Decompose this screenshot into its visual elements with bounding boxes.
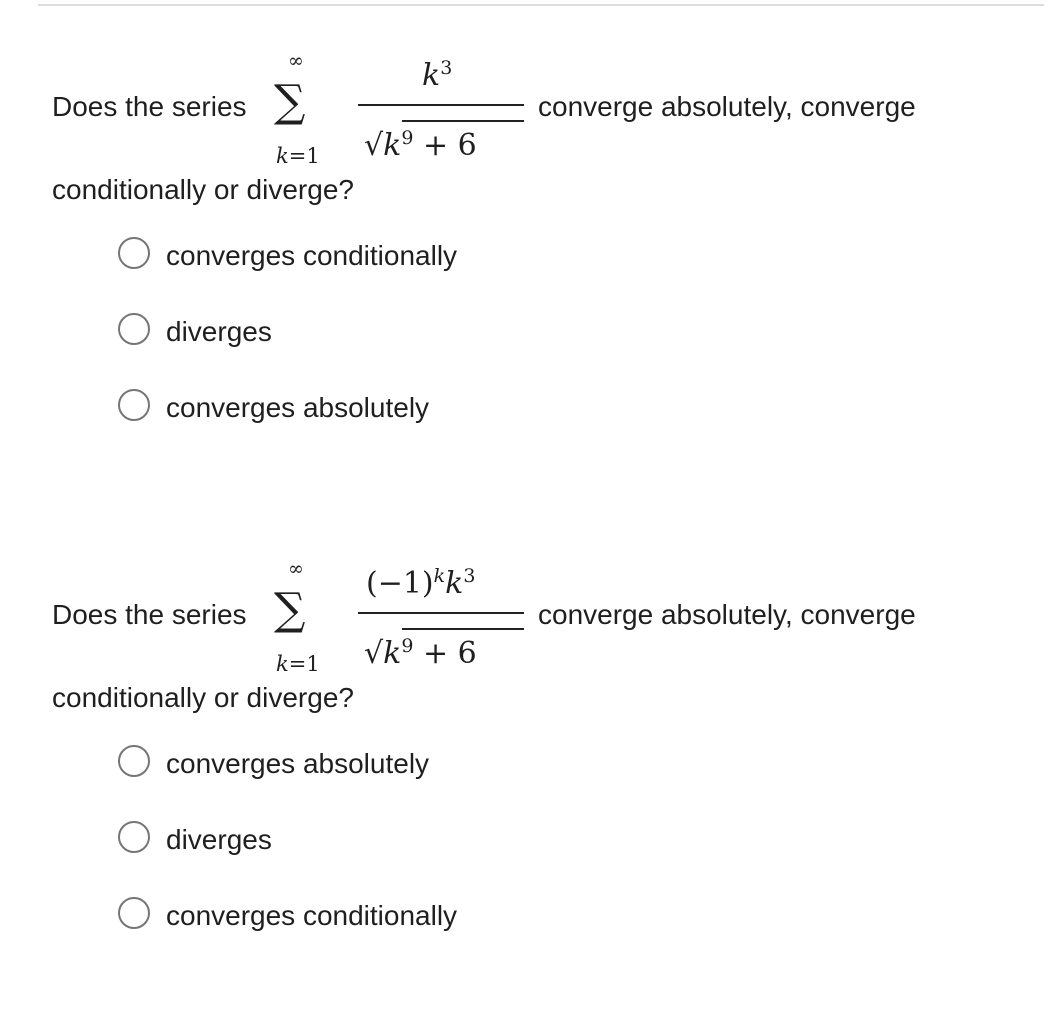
radio-button[interactable] — [118, 389, 150, 421]
question-1-fraction-bar — [358, 104, 524, 106]
option-label: converges conditionally — [166, 240, 458, 271]
option-label: converges conditionally — [166, 900, 458, 931]
question-2-sqrt-bar — [402, 628, 524, 630]
top-divider — [38, 4, 1044, 6]
question-2-option-2[interactable] — [114, 818, 614, 894]
question-1-option-2[interactable] — [114, 310, 614, 386]
question-1-sigma: ∑ — [274, 76, 306, 127]
question-1-sum-upper: ∞ — [288, 50, 304, 72]
question-2-option-3[interactable] — [114, 894, 614, 970]
question-2-sum-upper: ∞ — [288, 558, 304, 580]
radio-button[interactable] — [118, 745, 150, 777]
question-2-numerator: $(-1)^kk^3$ — [366, 565, 476, 601]
question-2-continuation: conditionally or diverge? — [52, 682, 354, 713]
question-1-sum-lower: k=1 — [276, 144, 320, 168]
question-1-continuation: conditionally or diverge? — [52, 174, 354, 205]
question-1-sqrt-bar — [402, 120, 524, 122]
question-2-prefix: Does the series — [52, 599, 247, 630]
question-2-sigma: ∑ — [274, 584, 306, 635]
question-1-option-3[interactable] — [114, 386, 614, 462]
option-label: diverges — [166, 316, 272, 347]
question-2-option-1[interactable] — [114, 742, 614, 818]
question-1-prefix: Does the series — [52, 91, 247, 122]
question-2-fraction-bar — [358, 612, 524, 614]
radio-button[interactable] — [118, 313, 150, 345]
question-2-denominator: $√k^9 + 6$ — [364, 635, 477, 671]
question-1-options — [114, 234, 614, 462]
question-1-option-1[interactable] — [114, 234, 614, 310]
option-label: diverges — [166, 824, 272, 855]
question-1-denominator: $√k^9 + 6$ — [364, 127, 477, 163]
question-2-suffix: converge absolutely, converge — [538, 599, 916, 630]
radio-button[interactable] — [118, 821, 150, 853]
radio-button[interactable] — [118, 897, 150, 929]
radio-button[interactable] — [118, 237, 150, 269]
question-1-numerator: $k^3$ — [422, 57, 453, 93]
option-label: converges absolutely — [166, 748, 430, 779]
question-1-suffix: converge absolutely, converge — [538, 91, 916, 122]
option-label: converges absolutely — [166, 392, 430, 423]
question-2-options — [114, 742, 614, 970]
question-2-sum-lower: k=1 — [276, 652, 320, 676]
